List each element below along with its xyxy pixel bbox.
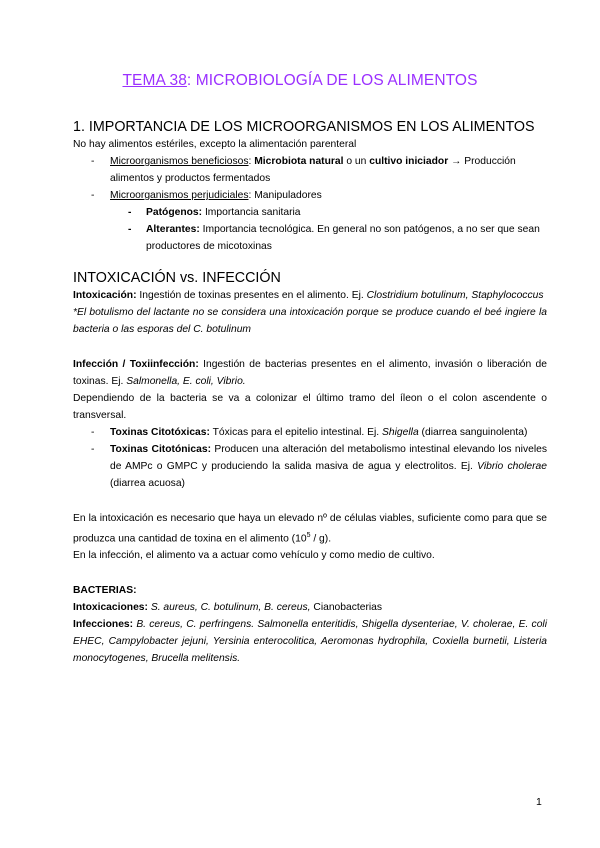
intox-species: Clostridium botulinum, Staphylococcus [366, 290, 544, 301]
item-bold: Microbiota natural [254, 156, 344, 167]
infection-paragraph [73, 356, 547, 390]
section2-heading: INTOXICACIÓN vs. INFECCIÓN [73, 270, 281, 286]
inf-species: Salmonella, E. coli, Vibrio. [126, 376, 246, 387]
toxin-list [73, 424, 547, 492]
bact-intox-label: Intoxicaciones: [73, 602, 148, 614]
item-text: Tóxicas para el epitelio intestinal. Ej. [209, 427, 383, 438]
item-text: Producen una alteración del metabolismo intestinal elevando los niveles de AMPc o GMPC y produciendo la salida masiva de agua y electrolitos. Ej. [110, 444, 547, 472]
page-number: 1 [536, 796, 542, 808]
bacterias-inf [73, 616, 547, 667]
list-item [73, 204, 547, 221]
item-species: Shigella [382, 427, 419, 438]
bacterias-intox [73, 599, 547, 616]
item-label: Microorganismos beneficiosos [110, 156, 249, 167]
list-item [73, 221, 547, 255]
item-bold: cultivo iniciador [369, 156, 449, 167]
bacterias-heading [73, 582, 547, 599]
item-text: : Manipuladores [248, 190, 322, 201]
inf-text: Ingestión de bacterias presentes en el alimento, invasión o liberación de toxinas. Ej. [73, 359, 547, 387]
title-rest: : MICROBIOLOGÍA DE LOS ALIMENTOS [186, 72, 478, 89]
intox-label: Intoxicación: [73, 290, 137, 301]
list-item [73, 424, 547, 441]
item-text: o un [343, 156, 370, 167]
intox-viable-paragraph [73, 510, 547, 547]
section1-sublist [73, 204, 547, 255]
item-text: (diarrea sanguinolenta) [418, 427, 528, 438]
superscript: 5 [306, 532, 311, 539]
item-text: → Producción alimentos y productos fermentados [110, 156, 516, 184]
section1-intro: No hay alimentos estériles, excepto la alimentación parenteral [73, 139, 357, 150]
content [73, 118, 547, 667]
botulism-note [73, 304, 547, 338]
item-bold: Toxinas Citotóxicas: [110, 427, 210, 438]
bact-inf-label: Infecciones: [73, 619, 134, 631]
page-title [0, 72, 600, 90]
item-bold: Patógenos: [146, 207, 203, 218]
infection-vehicle-paragraph: En la infección, el alimento va a actuar como vehículo y como medio de cultivo. [73, 550, 435, 562]
bact-inf-list: B. cereus, C. perfringens. Salmonella enteritidis, Shigella dysenteriae, V. cholerae, E. coli EHEC, Campylobacter jejuni, Yersinia enterocolitica, Aeromonas hydrophila, Coxiella burnetii, Listeria monocytogenes, Brucella melitensis. [73, 619, 547, 665]
para-text: / g). [310, 533, 332, 545]
item-text: Importancia tecnológica. En general no son patógenos, a no ser que sean productores de micotoxinas [146, 224, 540, 252]
section1-list [73, 153, 547, 204]
intox-text: Ingestión de toxinas presentes en el alimento. Ej. [136, 290, 367, 301]
intox-paragraph [73, 287, 547, 304]
note-text: *El botulismo del lactante no se considera una intoxicación porque se produce cuando el beé ingiere la bacteria o las esporas del C. botulinum [73, 307, 547, 335]
item-label: Microorganismos perjudiciales [110, 190, 249, 201]
list-item [73, 187, 547, 204]
para-text: En la intoxicación es necesario que haya un elevado nº de células viables, suficiente como para que se produzca una cantidad de toxina en el alimento (10 [73, 513, 547, 545]
list-item [73, 441, 547, 492]
list-item [73, 153, 547, 187]
bact-intox-list: S. aureus, C. botulinum, B. cereus, [147, 602, 311, 614]
title-prefix: TEMA 38 [122, 72, 187, 89]
bact-intox-extra: Cianobacterias [310, 602, 383, 614]
inf-label: Infección / Toxiinfección: [73, 359, 199, 370]
item-species: Vibrio cholerae [477, 461, 548, 472]
item-bold: Alterantes: [146, 224, 200, 235]
item-text: Importancia sanitaria [202, 207, 301, 218]
bacterias-heading-text: BACTERIAS: [73, 585, 137, 597]
colon-paragraph: Dependiendo de la bacteria se va a colonizar el último tramo del íleon o el colon ascendente o transversal. [73, 393, 547, 421]
item-text: (diarrea acuosa) [110, 478, 185, 489]
section1-heading: 1. IMPORTANCIA DE LOS MICROORGANISMOS EN LOS ALIMENTOS [73, 119, 535, 135]
item-bold: Toxinas Citotónicas: [110, 444, 212, 455]
item-text: : [248, 156, 255, 167]
